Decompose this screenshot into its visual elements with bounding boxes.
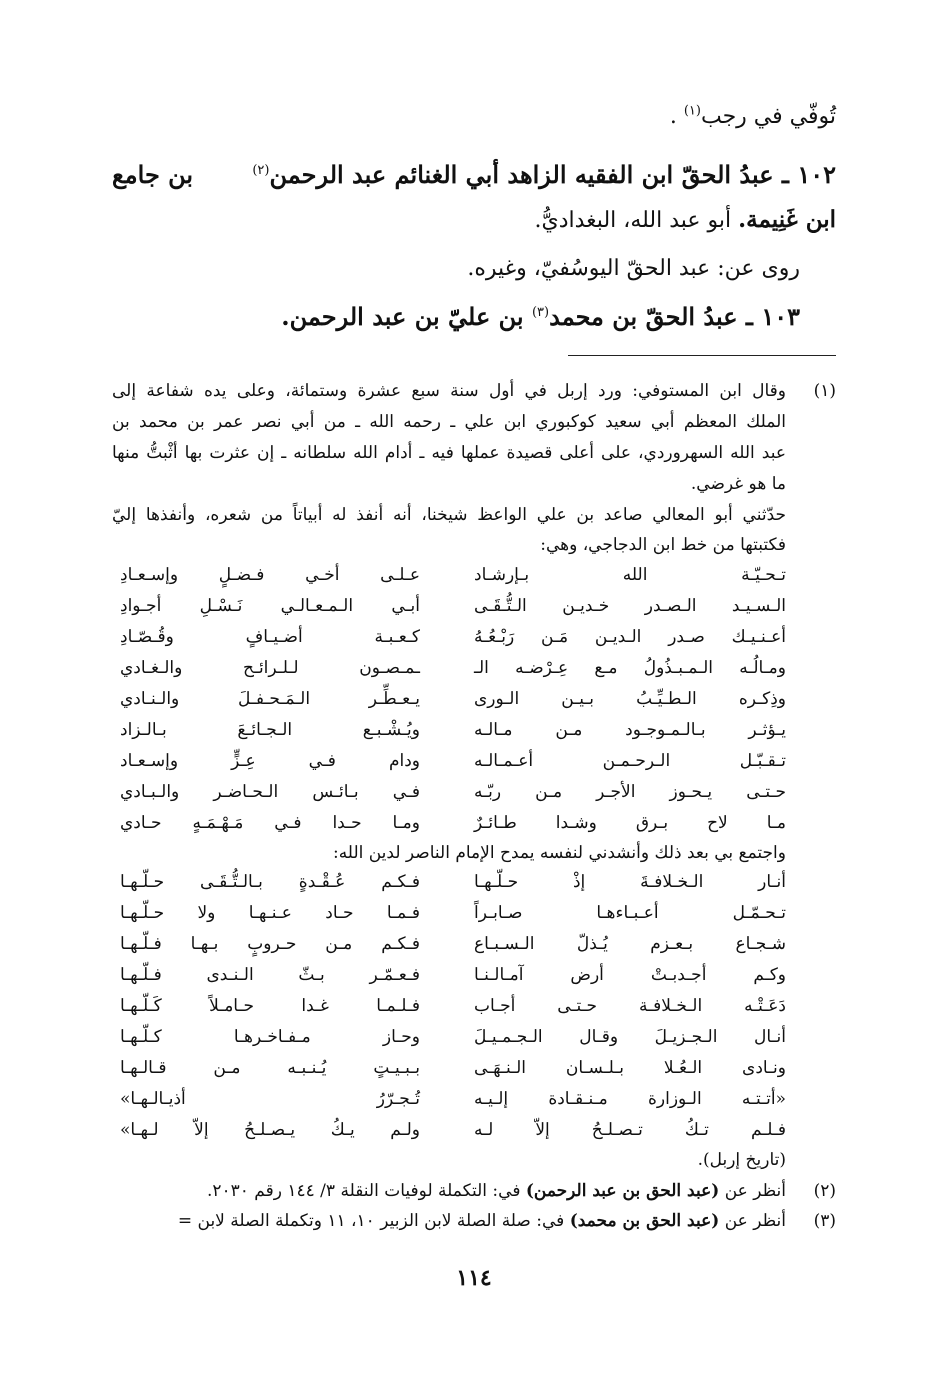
poem1-verse-first: حـتـى يـحـوز الأجـر مـن ربّـه	[474, 782, 786, 802]
poem1-verse-first: مـا لاح بـرق وشـدا طـائـرٌ	[474, 813, 786, 833]
poem1-verse-second: كـعـبـة أضـيـافٍ وقُـصّـادِ	[120, 627, 420, 647]
poem2-verse-first: «أتـتـه الـوزارة مـنـقـادة إلـيـه	[474, 1089, 786, 1109]
footnote-3-text: أنظر عن (عبد الحق بن محمد) في: صلة الصلة لابن الزبير ١٠، ١١ وتكملة الصلة لابن =	[177, 1211, 786, 1231]
footnote-1-line: حدّثني أبو المعالي صاعد بن علي الواعظ شيخنا، أنه أنفذ له أبياتاً من شعره، وأنفذها إليّ	[112, 505, 786, 525]
footnote-1-source: (تاريخ إربل).	[697, 1150, 786, 1170]
poem2-verse-second: فـمـا حـاد عـنـهـا ولا حـلّـهـا	[120, 903, 420, 923]
poem2-verse-first: أنـار الـخـلافـةَ إذْ حـلّـهـا	[474, 872, 786, 892]
page-number: ١١٤	[456, 1265, 492, 1291]
footnote-1-interlude: واجتمع بي بعد ذلك وأنشدني لنفسه يمدح الإمام الناصر لدين الله:	[332, 843, 786, 863]
death-note-line: تُوفّي في رجب$^{(١)}$ .	[669, 103, 836, 129]
poem1-verse-first: ومـالُـه الـمـبـذُولُ مـع عِـرْضـه الـ	[474, 658, 786, 678]
poem1-verse-second: عـلـى أخـي فـضـلٍ وإسـعـادِ	[120, 565, 420, 585]
footnote-1-line: وقال ابن المستوفي: ورد إربل في أول سنة سبع عشرة وستمائة، وعلى يده شفاعة إلى	[112, 381, 786, 401]
footnote-2-number: (٢)	[813, 1181, 836, 1201]
poem1-verse-first: أعـنـيـك صـدر الـديـن مَـن رَبْـعُـهُ	[474, 627, 786, 647]
footnote-1-line: الملك المعظم أبي سعيد كوكبوري ابن علي ـ رحمه الله ـ من أبي نصر عمر بن محمد بن	[112, 412, 786, 432]
poem2-verse-second: تُـجـرّرُ أذيـالـهـا»	[120, 1089, 420, 1109]
poem2-verse-second: ولـم يـكُ يـصـلـحُ إلاّ لـهـا»	[120, 1120, 420, 1140]
footnote-1-number: (١)	[813, 381, 836, 401]
poem2-verse-second: فـعـمّـر بـثّ الـنـدى فـلّـهـا	[120, 965, 420, 985]
poem2-verse-second: وحـاز مـفـاخـرهـا كـلّـهـا	[120, 1027, 420, 1047]
poem1-verse-second: فـي بـائـس الـحـاضـر والـبـادي	[120, 782, 420, 802]
poem1-verse-first: الـسـيـد الـصـدر خـديـن الـتُّـقَـى	[474, 596, 786, 616]
poem2-verse-first: ونـادى الـعُـلا بـلـسـان الـنـهَـى	[474, 1058, 786, 1078]
footnote-1-line: عبد الله السهروردي، على أعلى قصيدة عملها فيه ـ أدام الله سلطانه ـ إن عثرت بها أثْبتُّ منها	[112, 443, 786, 463]
footnote-separator	[568, 355, 836, 356]
poem1-verse-second: ودام فـي عِـزٍّ وإسـعـاد	[120, 751, 420, 771]
poem2-verse-second: فـكـم مـن حـروبٍ بـهـا فـلّـهـا	[120, 934, 420, 954]
poem1-verse-first: تـحـيّـة الله بـإرشـاد	[474, 565, 786, 585]
footnote-ref-2[interactable]: (٢)	[252, 163, 270, 178]
footnote-ref-1[interactable]: (١)	[683, 103, 701, 119]
poem2-verse-first: دَعَـتْـه الـخـلافـة حـتـى أجـاب	[474, 996, 786, 1016]
footnote-3-number: (٣)	[813, 1211, 836, 1231]
entry-102-narrated: روى عن: عبد الحقّ اليوسُفيّ، وغيره.	[467, 256, 800, 281]
poem1-verse-first: تـقـبّـل الـرحـمـن أعـمـالـه	[474, 751, 786, 771]
entry-102-heading: ١٠٢ ـ عبدُ الحقّ ابن الفقيه الزاهد أبي الغنائم عبد الرحمن$^{(٢)}$ بن جامع	[112, 160, 836, 189]
poem1-verse-second: ـمـصـون لـلـرائـح والـغـادي	[120, 658, 420, 678]
entry-102-line2: ابن غَنِيمة. أبو عبد الله، البغداديُّ.	[534, 206, 836, 233]
footnote-1-line: ما هو غرضي.	[690, 474, 786, 494]
poem1-verse-second: يـعـطِّـر الـمَـحـفـلَ والـنـادي	[120, 689, 420, 709]
poem1-verse-first: يـؤثـر بـالـمـوجـود مـن مـالـه	[474, 720, 786, 740]
poem2-verse-second: فـلـمـا غـدا حـامـلاً كَـلّـهـا	[120, 996, 420, 1016]
footnote-1-line: فكتبتها من خط ابن الدجاجي، وهي:	[540, 535, 786, 555]
poem2-verse-second: فـكـم عُـقْـدةٍ بـالـتُّـقَـى حـلّـهـا	[120, 872, 420, 892]
footnote-ref-3[interactable]: (٣)	[531, 305, 550, 320]
footnote-2-text: أنظر عن (عبد الحق بن عبد الرحمن) في: التكملة لوفيات النقلة ٣/ ١٤٤ رقم ٢٠٣٠.	[206, 1181, 786, 1201]
poem2-verse-first: وكـم أجـدبـتْ أرض آمـالـنـا	[474, 965, 786, 985]
entry-103-heading: ١٠٣ ـ عبدُ الحقّ بن محمد$^{(٣)}$ بن عليّ بن عبد الرحمن.	[281, 302, 800, 331]
poem2-verse-first: شـجـاع بـعـزم يُـذلّ الـسـبـاع	[474, 934, 786, 954]
poem2-verse-first: فـلـم تـكُ تـصـلـحُ إلاّ لـه	[474, 1120, 786, 1140]
poem1-verse-first: وذِكـره الـطـيِّـبُ بـيـن الـورى	[474, 689, 786, 709]
poem2-verse-first: تـحـمّـل أعـبـاءهـا صـابـراً	[474, 903, 786, 923]
poem1-verse-second: أبـي الـمـعـالـي نَـسْـلِ أجـوادِ	[120, 596, 420, 616]
poem1-verse-second: ومـا حـدا فـي مَـهْـمَـهٍ حـادي	[120, 813, 420, 833]
poem1-verse-second: ويُـشْـبـع الـجـائـعَ بـالـزاد	[120, 720, 420, 740]
poem2-verse-first: أنـال الـجـزيـلَ وقـال الـجـمـيـلَ	[474, 1027, 786, 1047]
poem2-verse-second: بـبـيـتٍ يُـنـبـه مـن قـالـهـا	[120, 1058, 420, 1078]
